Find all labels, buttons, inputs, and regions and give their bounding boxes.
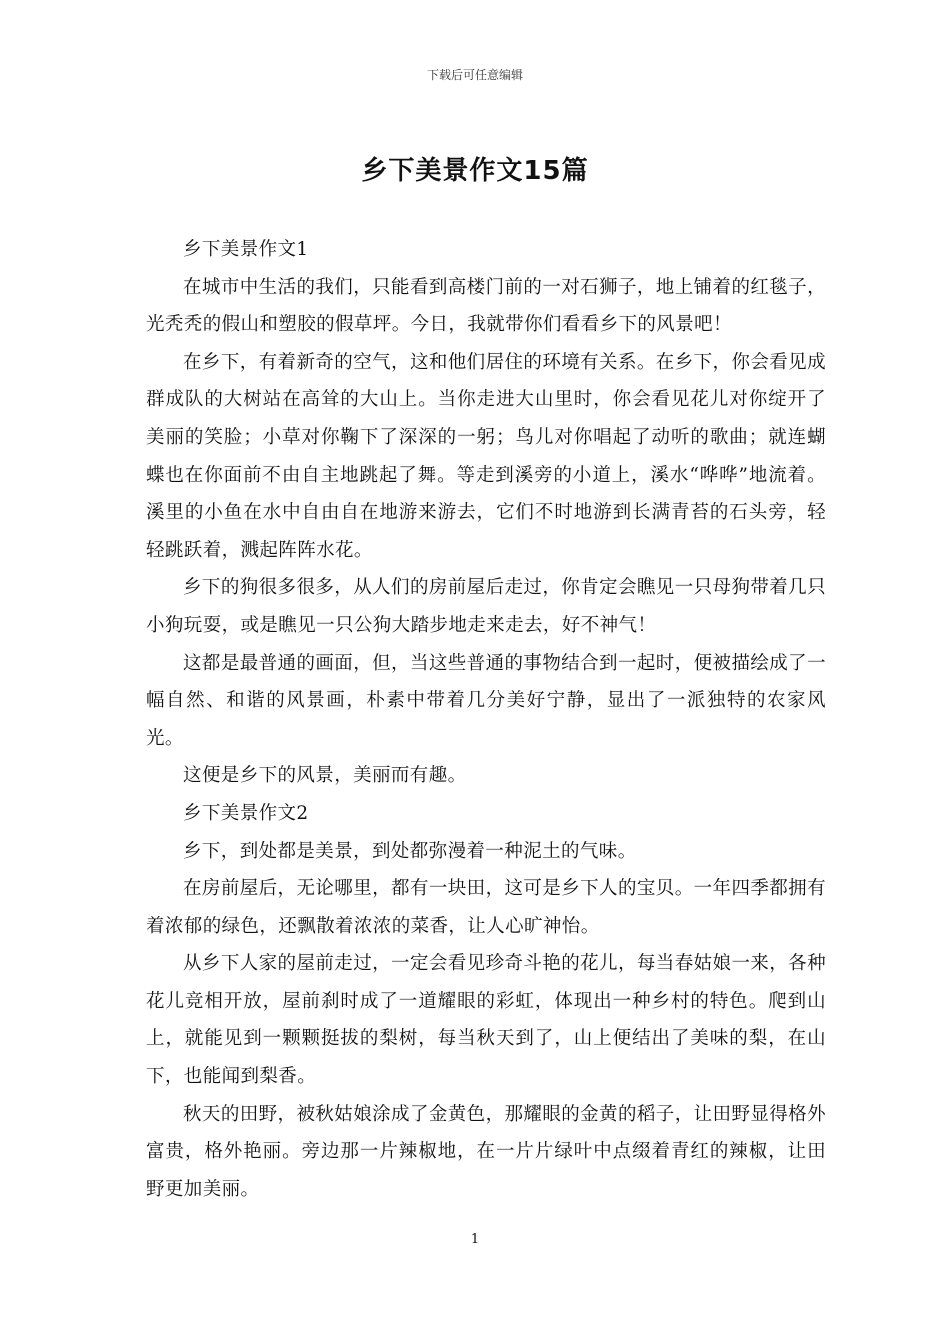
paragraph: 在乡下，有着新奇的空气，这和他们居住的环境有关系。在乡下，你会看见成群成队的大树站在高耸的大山上。当你走进大山里时，你会看见花儿对你绽开了美丽的笑脸；小草对你鞠下了深深的一躬；鸟儿对你唱起了动听的歌曲；就连蝴蝶也在你面前不由自主地跳起了舞。等走到溪旁的小道上，溪水“哗哗”地流着。溪里的小鱼在水中自由自在地游来游去，它们不时地游到长满青苔的石头旁，轻轻跳跃着，溅起阵阵水花。	[146, 351, 826, 561]
paragraph: 乡下的狗很多很多，从人们的房前屋后走过，你肯定会瞧见一只母狗带着几只小狗玩耍，或是瞧见一只公狗大踏步地走来走去，好不神气！	[146, 577, 826, 636]
document-title: 乡下美景作文15篇	[361, 156, 589, 186]
document-body	[146, 231, 826, 1208]
paragraph: 在城市中生活的我们，只能看到高楼门前的一对石狮子，地上铺着的红毯子，光秃秃的假山和塑胶的假草坪。今日，我就带你们看看乡下的风景吧！	[146, 276, 826, 336]
paragraph: 这都是最普通的画面，但，当这些普通的事物结合到一起时，便被描绘成了一幅自然、和谐的风景画，朴素中带着几分美好宁静，显出了一派独特的农家风光。	[146, 652, 826, 749]
section-heading-1: 乡下美景作文1	[183, 239, 309, 260]
page-number: 1	[470, 1232, 480, 1247]
section-heading-2: 乡下美景作文2	[183, 802, 309, 824]
paragraph: 这便是乡下的风景，美丽而有趣。	[183, 765, 467, 787]
paragraph: 在房前屋后，无论哪里，都有一块田，这可是乡下人的宝贝。一年四季都拥有着浓郁的绿色，还飘散着浓浓的菜香，让人心旷神怡。	[146, 878, 826, 937]
paragraph: 乡下，到处都是美景，到处都弥漫着一种泥土的气味。	[183, 840, 637, 862]
page-header-note: 下载后可任意编辑	[426, 68, 523, 82]
paragraph: 秋天的田野，被秋姑娘涂成了金黄色，那耀眼的金黄的稻子，让田野显得格外富贵，格外艳丽。旁边那一片辣椒地，在一片片绿叶中点缀着青红的辣椒，让田野更加美丽。	[146, 1103, 826, 1200]
paragraph: 从乡下人家的屋前走过，一定会看见珍奇斗艳的花儿，每当春姑娘一来，各种花儿竞相开放，屋前刹时成了一道耀眼的彩虹，体现出一种乡村的特色。爬到山上，就能见到一颗颗挺拔的梨树，每当秋天到了，山上便结出了美味的梨，在山下，也能闻到梨香。	[146, 953, 826, 1088]
